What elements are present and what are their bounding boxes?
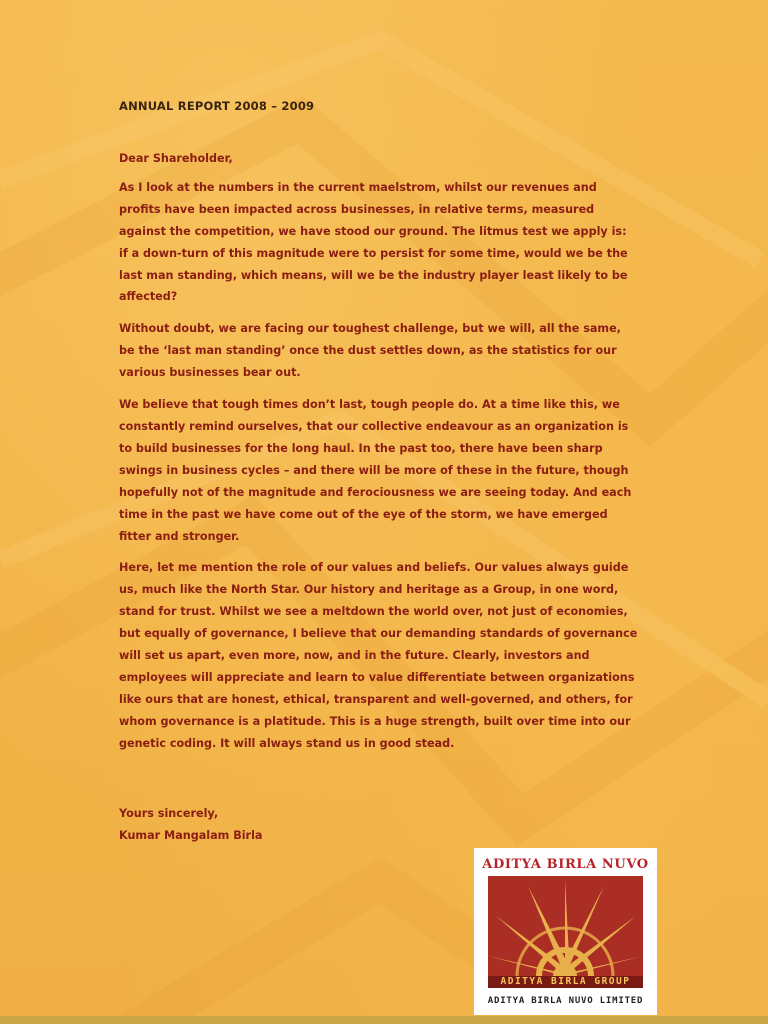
letter-paragraph: We believe that tough times don’t last, tough people do. At a time like this, we constantly remind ourselves, that our collective endeavour as an organization is to build businesses for the long haul. In the past too, there have been sharp swings in business cycles – and there will be more of these in the future, though hopefully not of the magnitude and ferociousness we are seeing today. And each time in the past we have come out of the eye of the storm, we have emerged fitter and stronger.	[119, 398, 632, 543]
letter-body	[119, 148, 639, 765]
logo-company-name: ADITYA BIRLA NUVO LIMITED	[487, 996, 644, 1006]
signoff	[119, 803, 262, 847]
rising-sun-emblem-icon	[488, 876, 643, 988]
closing-line: Yours sincerely,	[119, 807, 219, 820]
signatory-name: Kumar Mangalam Birla	[119, 828, 263, 842]
logo-group-name: ADITYA BIRLA GROUP	[488, 976, 643, 988]
letter-paragraph: Without doubt, we are facing our toughest challenge, but we will, all the same, be the ‘last man standing’ once the dust settles down, as the statistics for our various businesses bear out.	[119, 322, 621, 380]
logo-brand-name: ADITYA BIRLA NUVO	[482, 857, 649, 872]
letter-paragraph: Here, let me mention the role of our values and beliefs. Our values always guide us, much like the North Star. Our history and heritage as a Group, in one word, stand for trust. Whilst we see a meltdown the world over, not just of economies, but equally of governance, I believe that our demanding standards of governance will set us apart, even more, now, and in the future. Clearly, investors and employees will appreciate and learn to value differentiate between organizations like ours that are honest, ethical, transparent and well-governed, and others, for whom governance is a platitude. This is a huge strength, built over time into our genetic coding. It will always stand us in good stead.	[119, 561, 638, 750]
report-title: ANNUAL REPORT 2008 – 2009	[119, 99, 315, 113]
letter-paragraph: As I look at the numbers in the current maelstrom, whilst our revenues and profits have been impacted across businesses, in relative terms, measured against the competition, we have stood our ground. The litmus test we apply is: if a down-turn of this magnitude were to persist for some time, would we be the last man standing, which means, will we be the industry player least likely to be affected?	[119, 180, 628, 304]
salutation: Dear Shareholder,	[119, 152, 233, 165]
company-logo	[474, 848, 657, 1015]
bottom-strip	[0, 1016, 768, 1024]
